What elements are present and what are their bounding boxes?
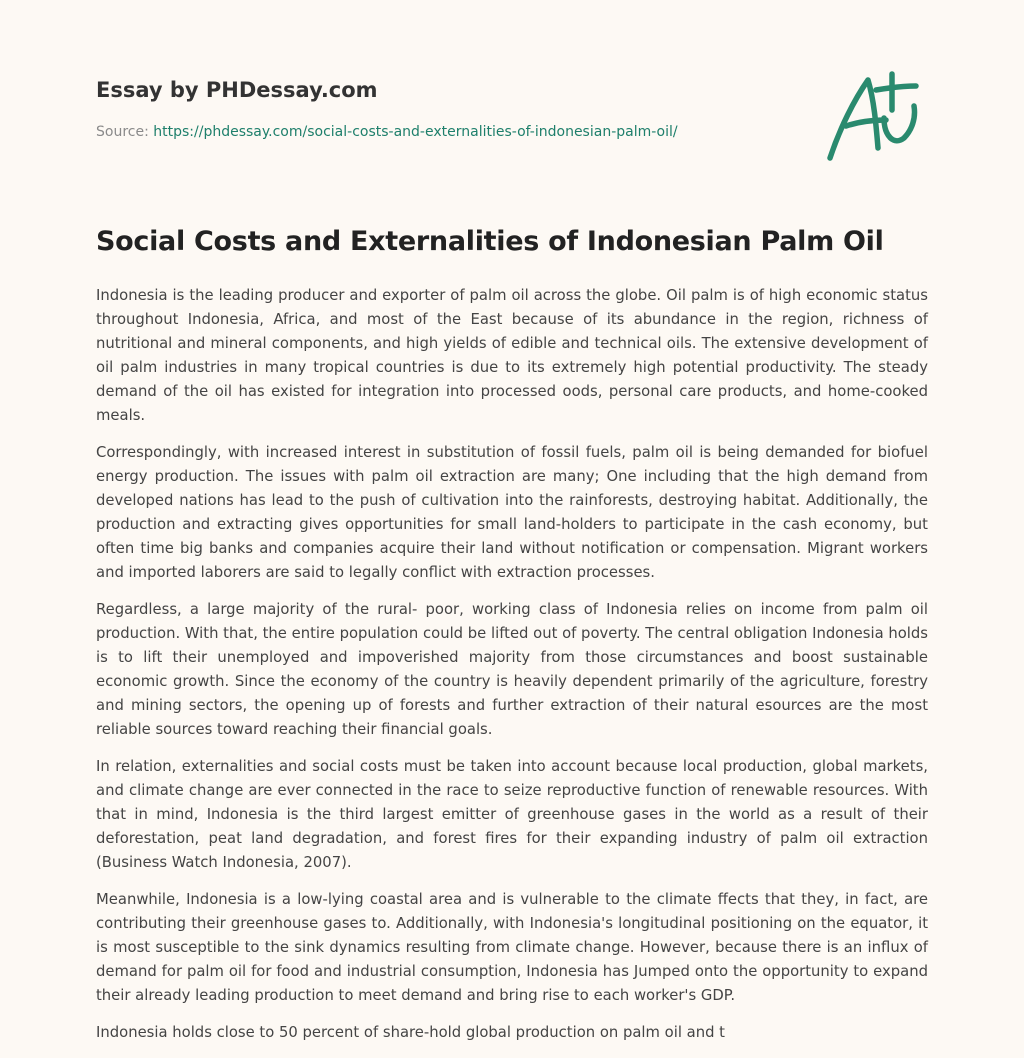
source-link[interactable]: https://phdessay.com/social-costs-and-externalities-of-indonesian-palm-oil/ [153, 124, 678, 140]
source-label: Source: [96, 124, 154, 140]
essay-paragraph: Indonesia is the leading producer and exporter of palm oil across the globe. Oil palm is of high economic status throughout Indonesia, Africa, and most of the East because of its abundance in the region, richness of nutritional and mineral components, and high yields of edible and technical oils. The extensive development of oil palm industries in many tropical countries is due to its extremely high potential productivity. The steady demand of the oil has existed for integration into processed oods, personal care products, and home-cooked meals. [96, 287, 928, 424]
essay-paragraph: Indonesia holds close to 50 percent of share-hold global production on palm oil and t [96, 1024, 725, 1041]
essay-paragraph: Meanwhile, Indonesia is a low-lying coastal area and is vulnerable to the climate ffects that they, in fact, are contributing their greenhouse gases to. Additionally, with Indonesia's longitudinal positioning on the equator, it is most susceptible to the sink dynamics resulting from climate change. However, because there is an influx of demand for palm oil for food and industrial consumption, Indonesia has Jumped onto the opportunity to expand their already leading production to meet demand and bring rise to each worker's GDP. [96, 891, 928, 1004]
essay-page [96, 0, 928, 1052]
a-plus-logo-icon [824, 66, 928, 164]
essay-paragraph: In relation, externalities and social costs must be taken into account because local production, global markets, and climate change are ever connected in the race to seize reproductive function of renewable resources. With that in mind, Indonesia is the third largest emitter of greenhouse gases in the world as a result of their deforestation, peat land degradation, and forest fires for their expanding industry of palm oil extraction (Business Watch Indonesia, 2007). [96, 758, 928, 871]
essay-body [96, 284, 928, 1058]
essay-paragraph: Correspondingly, with increased interest in substitution of fossil fuels, palm oil is being demanded for biofuel energy production. The issues with palm oil extraction are many; One including that the high demand from developed nations has lead to the push of cultivation into the rainforests, destroying habitat. Additionally, the production and extracting gives opportunities for small land-holders to participate in the cash economy, but often time big banks and companies acquire their land without notification or compensation. Migrant workers and imported laborers are said to legally conflict with extraction processes. [96, 444, 928, 581]
site-name: Essay by PHDessay.com [96, 78, 378, 102]
source-line [96, 124, 678, 140]
essay-paragraph: Regardless, a large majority of the rural- poor, working class of Indonesia relies on income from palm oil production. With that, the entire population could be lifted out of poverty. The central obligation Indonesia holds is to lift their unemployed and impoverished majority from those circumstances and boost sustainable economic growth. Since the economy of the country is heavily dependent primarily of the agriculture, forestry and mining sectors, the opening up of forests and further extraction of their natural esources are the most reliable sources toward reaching their financial goals. [96, 601, 928, 738]
essay-title: Social Costs and Externalities of Indonesian Palm Oil [96, 226, 884, 257]
site-header [96, 0, 928, 200]
